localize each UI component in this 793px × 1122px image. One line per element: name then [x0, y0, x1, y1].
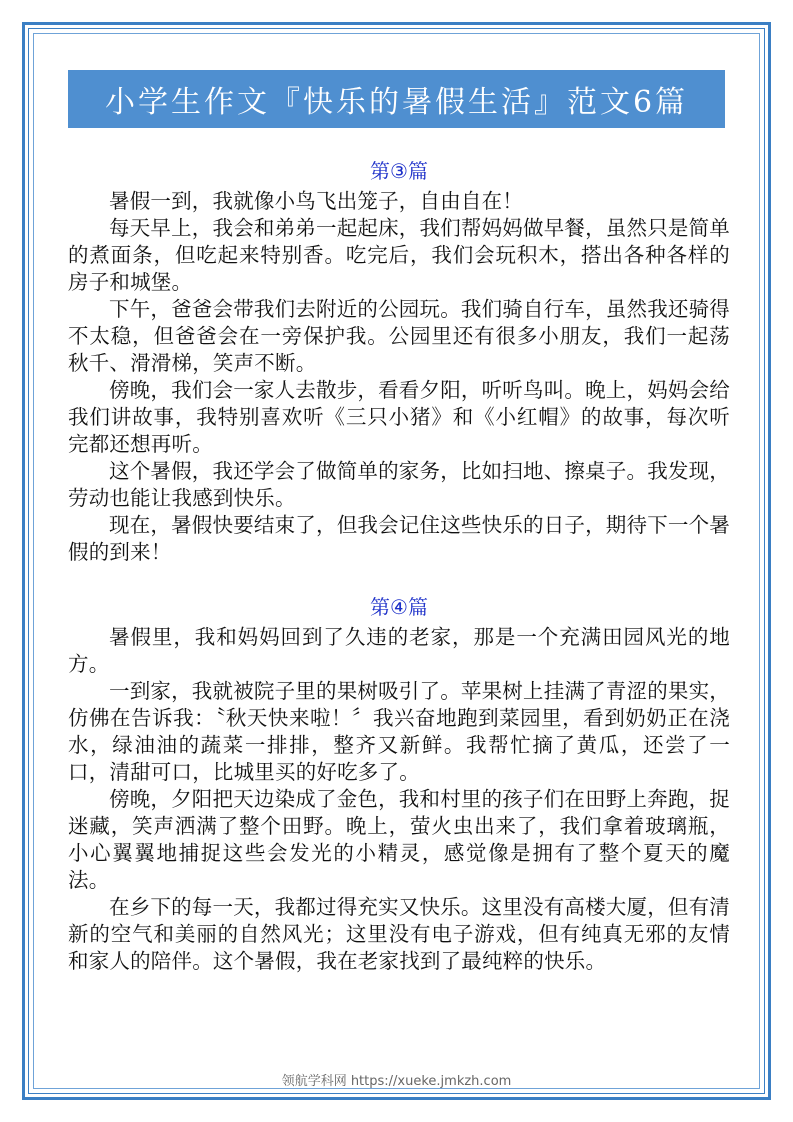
- paragraph: 傍晚，夕阳把天边染成了金色，我和村里的孩子们在田野上奔跑，捉迷藏，笑声洒满了整个田野。晚上，萤火虫出来了，我们拿着玻璃瓶，小心翼翼地捕捉这些会发光的小精灵，感觉像是拥有了整个夏天的魔法。: [68, 787, 730, 892]
- section-spacer: [68, 566, 730, 588]
- paragraph: 暑假一到，我就像小鸟飞出笼子，自由自在！: [109, 189, 523, 213]
- paragraph: 傍晚，我们会一家人去散步，看看夕阳，听听鸟叫。晚上，妈妈会给我们讲故事，我特别喜欢听《三只小猪》和《小红帽》的故事，每次听完都还想再听。: [68, 378, 730, 456]
- page-title: 小学生作文『快乐的暑假生活』范文6篇: [104, 85, 689, 120]
- paragraph: 这个暑假，我还学会了做简单的家务，比如扫地、擦桌子。我发现，劳动也能让我感到快乐。: [68, 459, 730, 510]
- paragraph: 下午，爸爸会带我们去附近的公园玩。我们骑自行车，虽然我还骑得不太稳，但爸爸会在一旁保护我。公园里还有很多小朋友，我们一起荡秋千、滑滑梯，笑声不断。: [68, 297, 730, 375]
- title-banner: [68, 70, 725, 128]
- section-heading: 第④篇: [370, 595, 428, 619]
- essay-section-3: [68, 156, 730, 566]
- paragraph: 现在，暑假快要结束了，但我会记住这些快乐的日子，期待下一个暑假的到来！: [68, 513, 730, 564]
- essay-section-4: [68, 592, 730, 975]
- footer-watermark: 领航学科网 https://xueke.jmkzh.com: [281, 1074, 512, 1089]
- essay-content: [68, 152, 730, 975]
- paragraph: 在乡下的每一天，我都过得充实又快乐。这里没有高楼大厦，但有清新的空气和美丽的自然风光；这里没有电子游戏，但有纯真无邪的友情和家人的陪伴。这个暑假，我在老家找到了最纯粹的快乐。: [68, 895, 730, 973]
- paragraph: 每天早上，我会和弟弟一起起床，我们帮妈妈做早餐，虽然只是简单的煮面条，但吃起来特别香。吃完后，我们会玩积木，搭出各种各样的房子和城堡。: [68, 216, 730, 294]
- paragraph: 一到家，我就被院子里的果树吸引了。苹果树上挂满了青涩的果实，仿佛在告诉我：〝秋天快来啦！〞我兴奋地跑到菜园里，看到奶奶正在浇水，绿油油的蔬菜一排排，整齐又新鲜。我帮忙摘了黄瓜，还尝了一口，清甜可口，比城里买的好吃多了。: [68, 679, 730, 784]
- paragraph: 暑假里，我和妈妈回到了久违的老家，那是一个充满田园风光的地方。: [68, 625, 730, 676]
- section-heading: 第③篇: [370, 159, 428, 183]
